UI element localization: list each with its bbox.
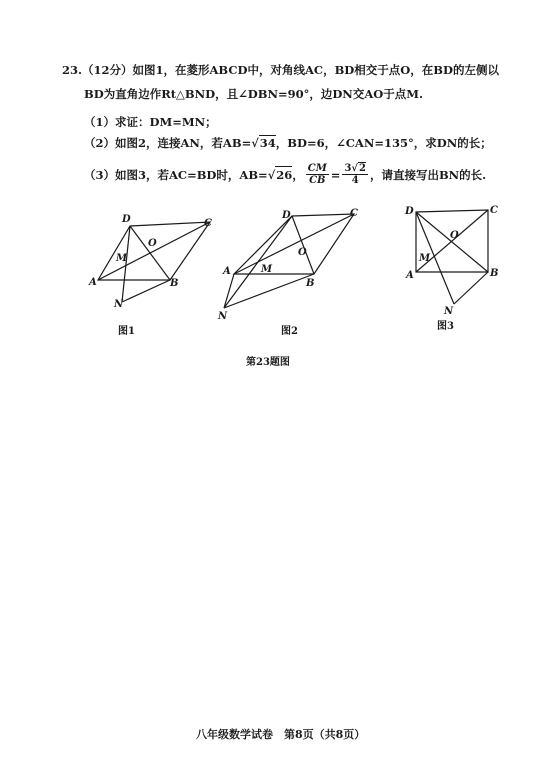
label-A: A [406, 270, 414, 281]
fraction-denominator: CB [309, 175, 326, 186]
figure-3-square [402, 200, 502, 320]
figure-3-caption: 图3 [437, 321, 454, 332]
label-D: D [122, 214, 131, 225]
figure-2-caption: 图2 [281, 326, 298, 337]
label-M: M [261, 264, 273, 275]
question-line-1: 23.（12分）如图1，在菱形ABCD中，对角线AC，BD相交于点O，在BD的左侧以 [62, 63, 499, 77]
part3-prefix: （3）如图3，若AC=BD时，AB= [84, 167, 268, 182]
label-A: A [89, 277, 97, 288]
label-N: N [218, 311, 228, 322]
part2-suffix: ，BD=6，∠CAN=135°，求DN的长； [275, 136, 492, 150]
value-coefficient: 3 [344, 163, 352, 174]
label-B: B [170, 278, 179, 289]
label-C: C [490, 205, 498, 216]
label-B: B [306, 278, 315, 289]
question-part-1: （1）求证：DM=MN； [84, 115, 217, 129]
page-footer: 八年级数学试卷 第8页（共8页） [196, 728, 366, 741]
label-B: B [490, 268, 499, 279]
label-M: M [116, 253, 128, 264]
figure-1-caption: 图1 [118, 326, 135, 337]
figure-1-rhombus [82, 210, 222, 320]
value-sqrt: 2 [358, 163, 366, 174]
ratio-fraction [306, 163, 329, 186]
label-O: O [148, 238, 157, 249]
value-denominator: 4 [351, 175, 359, 186]
label-O: O [298, 247, 307, 258]
figure-2-rhombus [214, 204, 364, 322]
part3-sqrt-value: 26 [276, 168, 293, 182]
part3-mid: ， [292, 167, 304, 182]
sqrt-symbol: √ [267, 167, 276, 182]
part2-prefix: （2）如图2，连接AN，若AB= [84, 136, 252, 150]
label-D: D [405, 206, 414, 217]
label-M: M [419, 253, 431, 264]
question-part-2 [84, 135, 492, 151]
label-A: A [223, 266, 231, 277]
figures-group-caption: 第23题图 [246, 357, 290, 368]
part3-suffix: ，请直接写出BN的长. [369, 167, 487, 182]
fraction-numerator: CM [307, 163, 327, 174]
sqrt-symbol: √ [351, 163, 358, 174]
question-part-3 [84, 163, 486, 186]
label-N: N [444, 306, 454, 317]
value-fraction [342, 163, 368, 186]
label-C: C [350, 208, 358, 219]
part2-sqrt-value: 34 [259, 136, 276, 150]
equals-sign: = [330, 167, 341, 182]
value-numerator [342, 163, 368, 175]
label-N: N [114, 299, 124, 310]
sqrt-symbol: √ [251, 136, 259, 150]
label-D: D [282, 210, 291, 221]
label-O: O [450, 230, 459, 241]
question-line-2: BD为直角边作Rt△BND，且∠DBN=90°，边DN交AO于点M. [84, 87, 423, 101]
label-C: C [204, 218, 212, 229]
